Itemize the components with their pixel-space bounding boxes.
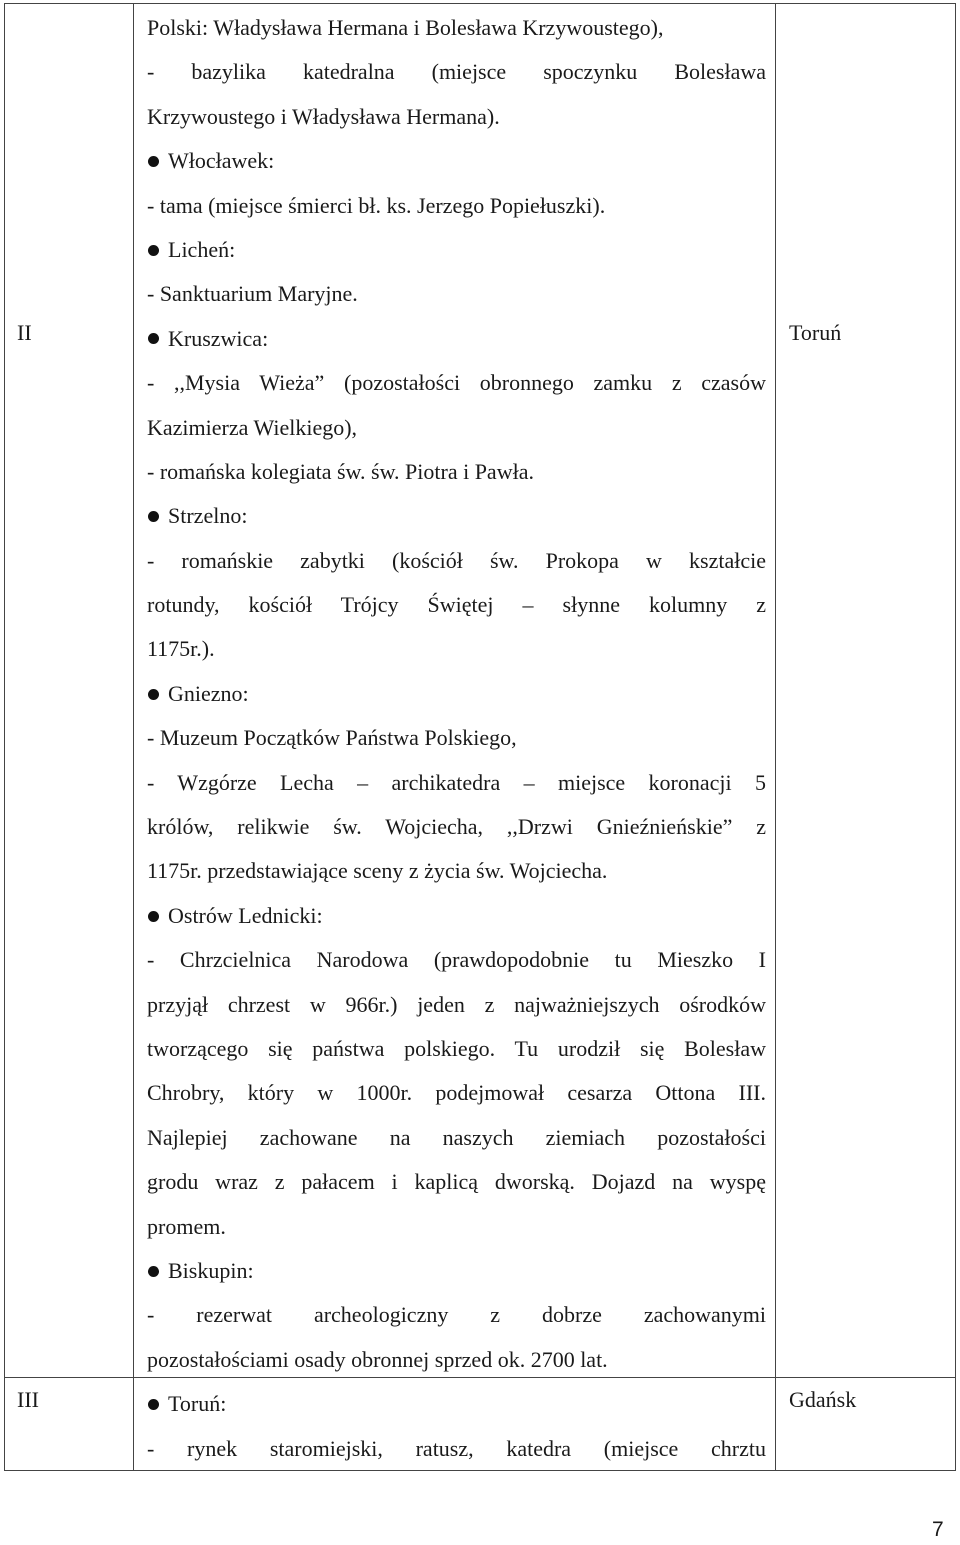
bullet-icon — [148, 156, 159, 167]
itinerary-table — [4, 3, 956, 1471]
destination-city-torun: Toruń — [789, 320, 842, 345]
bullet-icon — [148, 1399, 159, 1410]
text-line: - tama (miejsce śmierci bł. ks. Jerzego Popiełuszki). — [147, 192, 606, 218]
text-line: grodu wraz z pałacem i kaplicą dworską. Dojazd na wyspę — [147, 1169, 766, 1195]
text-line: promem. — [147, 1213, 226, 1239]
place-heading — [147, 1382, 766, 1426]
attractions-list — [147, 4, 766, 1471]
bullet-icon — [148, 689, 159, 700]
place-heading-label: Strzelno: — [168, 503, 248, 529]
row-number-iii: III — [17, 1387, 39, 1412]
text-line: pozostałościami osady obronnej sprzed ok. 2700 lat. — [147, 1346, 608, 1372]
text-line: rotundy, kościół Trójcy Świętej – słynne kolumny z — [147, 592, 766, 618]
place-heading — [147, 894, 766, 938]
place-heading — [147, 672, 766, 716]
text-line: - ,,Mysia Wieża” (pozostałości obronnego zamku z czasów — [147, 370, 766, 396]
bullet-icon — [148, 511, 159, 522]
column-divider-left — [133, 4, 134, 1470]
place-heading — [147, 1249, 766, 1293]
text-line: Najlepiej zachowane na naszych ziemiach pozostałości — [147, 1124, 766, 1150]
page-number: 7 — [932, 1518, 944, 1541]
text-line: - rynek staromiejski, ratusz, katedra (miejsce chrztu — [147, 1435, 766, 1461]
text-line: - bazylika katedralna (miejsce spoczynku Bolesława — [147, 59, 766, 85]
destination-city-gdansk: Gdańsk — [789, 1387, 857, 1412]
place-heading-label: Biskupin: — [168, 1257, 254, 1283]
place-heading — [147, 139, 766, 183]
text-line: - romańska kolegiata św. św. Piotra i Pawła. — [147, 458, 534, 484]
text-line: tworzącego się państwa polskiego. Tu urodził się Bolesław — [147, 1035, 766, 1061]
text-line: - Sanktuarium Maryjne. — [147, 281, 358, 307]
column-divider-right — [775, 4, 776, 1470]
place-heading-label: Gniezno: — [168, 680, 249, 706]
bullet-icon — [148, 1266, 159, 1277]
text-line: przyjął chrzest w 966r.) jeden z najważniejszych ośrodków — [147, 991, 766, 1017]
place-heading — [147, 494, 766, 538]
text-line: królów, relikwie św. Wojciecha, ,,Drzwi Gnieźnieńskie” z — [147, 814, 766, 840]
bullet-icon — [148, 333, 159, 344]
text-line: Chrobry, który w 1000r. podejmował cesarza Ottona III. — [147, 1080, 766, 1106]
text-line: - romańskie zabytki (kościół św. Prokopa w kształcie — [147, 547, 766, 573]
text-line: - Chrzcielnica Narodowa (prawdopodobnie tu Mieszko I — [147, 947, 766, 973]
text-line: - rezerwat archeologiczny z dobrze zachowanymi — [147, 1302, 766, 1328]
place-heading-label: Ostrów Lednicki: — [168, 902, 323, 928]
text-line: - Wzgórze Lecha – archikatedra – miejsce koronacji 5 — [147, 769, 766, 795]
bullet-icon — [148, 911, 159, 922]
text-line: - Muzeum Początków Państwa Polskiego, — [147, 725, 517, 751]
row-number-ii: II — [17, 320, 32, 345]
text-line: Polski: Władysława Hermana i Bolesława Krzywoustego), — [147, 15, 664, 40]
place-heading-label: Licheń: — [168, 236, 236, 262]
place-heading — [147, 228, 766, 272]
place-heading-label: Kruszwica: — [168, 325, 269, 351]
text-line: 1175r.). — [147, 636, 215, 662]
text-line: Krzywoustego i Władysława Hermana). — [147, 103, 500, 129]
text-line: 1175r. przedstawiające sceny z życia św. Wojciecha. — [147, 858, 608, 884]
text-line: Kazimierza Wielkiego), — [147, 414, 358, 440]
place-heading-label: Włocławek: — [168, 148, 275, 174]
place-heading — [147, 317, 766, 361]
bullet-icon — [148, 245, 159, 256]
place-heading-label: Toruń: — [168, 1391, 227, 1417]
